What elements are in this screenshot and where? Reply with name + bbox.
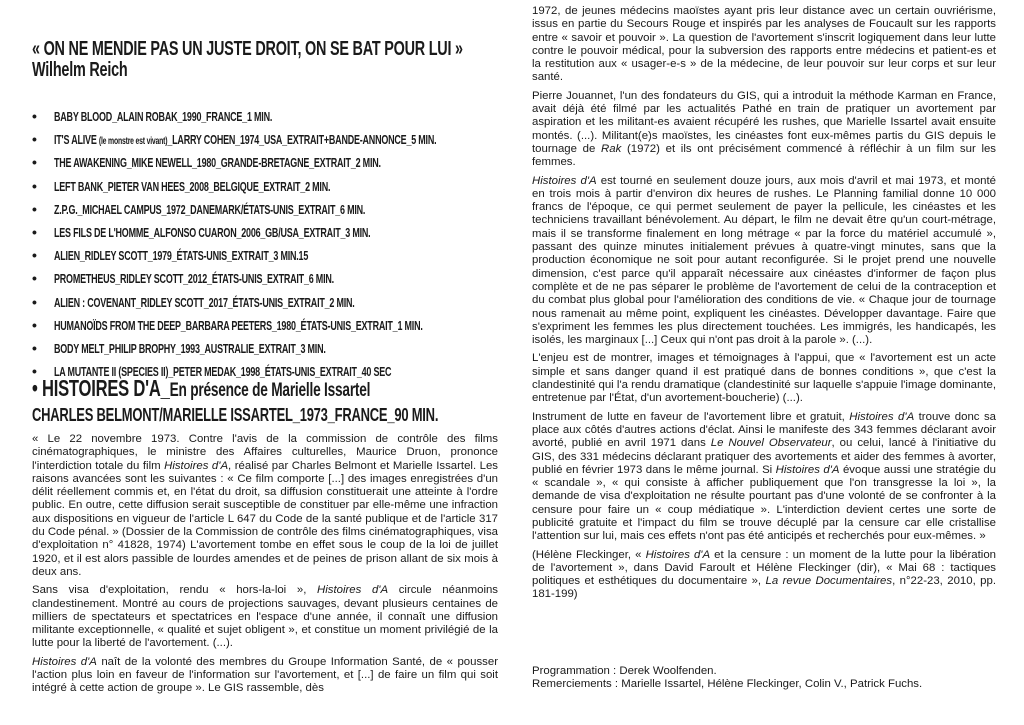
bullet-icon: • — [32, 108, 37, 124]
bullet-icon: • — [32, 316, 37, 333]
feature-title-line: • HISTOIRES D'A_En présence de Marielle Issartel — [32, 375, 371, 401]
text-run: Sans visa d'exploitation, rendu « hors-la-loi », — [32, 584, 318, 597]
film-entry — [54, 128, 436, 153]
text-run: 1972, de jeunes médecins maoïstes ayant pris leur distance avec un certain ouvriérisme, issus en partie du Secours Rouge et inspirés par les analyses de Foucault sur les rapports entre « savoir et pouvoir ». La question de l'avortement s'inscrit logiquement dans leur lutte contre le pouvoir médical, pour la subversion des rapports entre médecins et patient-es et la restitution aux « usager-e-s » de la médecine, de leur pouvoir sur leur corps et sur leur santé. — [532, 5, 996, 84]
film-entry-post: _LARRY COHEN_1974_USA_EXTRAIT+BANDE-ANNONCE_5 MIN. — [167, 132, 437, 148]
film-entry: ALIEN_RIDLEY SCOTT_1979_ÉTATS-UNIS_EXTRAIT_3 MIN.15 — [54, 248, 309, 264]
film-entry: ALIEN : COVENANT_RIDLEY SCOTT_2017_ÉTATS-UNIS_EXTRAIT_2 MIN. — [54, 294, 355, 310]
page-title: « ON NE MENDIE PAS UN JUSTE DROIT, ON SE BAT POUR LUI » — [32, 38, 463, 60]
text-run: circule néanmoins clandestinement. Montré au cours de projections sauvages, devant plusieurs centaines de milliers de spectateurs et spectatrices en l'espace d'une année, il connaît une diffusion militante exceptionnelle, « qualité et sujet obligent », et constitue un moment privilégié de la lutte pour la liberté de l'avortement. (...). — [32, 584, 499, 650]
paragraph — [32, 584, 498, 650]
right-column-text — [532, 5, 996, 607]
paragraph — [532, 549, 996, 602]
quote-author: Wilhelm Reich — [32, 59, 128, 81]
italic-title: La revue Documentaires — [765, 575, 893, 588]
bullet-icon: • — [32, 223, 37, 240]
text-run: et la censure : un moment de la lutte pour la libération de l'avortement », dans David Faroult et Hélène Fleckinger (dir), « Mai 68 : tactiques politiques et esthétiques du documentaire », — [532, 548, 997, 588]
text-run: L'enjeu est de montrer, images et témoignages à l'appui, que « l'avortement est un acte simple et sans danger quand il est pratiqué dans de bonnes conditions », que c'est la clandestinité qui l'a rendu dramatique (clandestinité sur laquelle s'appuie l'image dominante, entretenue par l'État, d'un avortement-boucherie) (...). — [532, 352, 996, 405]
text-run: évoque aussi une stratégie du « scandale », « qui consiste à afficher publiquement que l'on transgresse la loi », la demande de visa d'exploitation ne résulte pourtant pas d'une volonté de se confronter à la censure pour faire un « coup médiatique ». L'interdiction devient certes une sorte de publicité gratuite et l'impact du film se trouve décuplé par la censure car elle cristallise l'attention sur lui, mais ces effets n'ont pas été anticipés et recherchés pour eux-mêmes. » — [532, 463, 997, 543]
bullet-icon: • — [32, 270, 37, 287]
text-run: est tourné en seulement douze jours, aux mois d'avril et mai 1973, et monté en trois mois à partir d'environ dix heures de rushes. Le Planning familial donne 10 000 francs de l'époque, ce qui permet seulement de payer la pellicule, les cinéastes et les techniciens travaillant bénévolement. Au départ, le film ne devait être qu'un court-métrage, mais il se transforme finalement en long métrage « par la force du matériel accumulé », passant des quinze minutes initialement prévues à quatre-vingt minutes, sans que la production économique ne soit pour autant reconfigurée. Si le projet prend une nouvelle dimension, c'est parce qu'il apparaît nécessaire aux cinéastes d'informer de façon plus complète et de ne pas séparer le problème de l'avortement de celui de la contraception et du combat plus global pour l'amélioration des conditions de vie. « Chaque jour de tournage nous ramenait au même point, expliquent les cinéastes. Développer davantage. Faire que s'expriment les femmes les plus directement touchées. Les immigrés, les handicapés, les isolés, les marginaux [...] Ceux qui n'ont pas droit à la parole ». (...). — [532, 174, 996, 347]
film-entry: PROMETHEUS_RIDLEY SCOTT_2012_ÉTATS-UNIS_EXTRAIT_6 MIN. — [54, 271, 334, 287]
italic-title: Le Nouvel Observateur — [710, 437, 832, 450]
text-run: « Le 22 novembre 1973. Contre l'avis de la commission de contrôle des films cinématographiques, le ministre des Affaires culturelles, Maurice Druon, prononce l'interdiction totale du film — [32, 433, 498, 472]
text-run: (1972) et ils ont précisément commencé à réfléchir à un film sur les femmes. — [532, 142, 997, 169]
text-run: (Hélène Fleckinger, « — [532, 548, 646, 561]
credits-block — [532, 665, 996, 692]
film-entry: LES FILS DE L'HOMME_ALFONSO CUARON_2006_GB/USA_EXTRAIT_3 MIN. — [54, 224, 371, 240]
paragraph — [532, 352, 996, 405]
text-run: naît de la volonté des membres du Groupe Information Santé, de « pousser l'action plus loin en faveur de l'information sur l'avortement, et [...] de faire un film qui soit intégré à cette action de groupe ». Le GIS rassemble, dès — [32, 655, 498, 695]
text-run: , réalisé par Charles Belmont et Marielle Issartel. Les raisons avancées sont les suivantes : « Ce film comporte [...] des images enregistrées d'un délit réellement commis et, en l'état du droit, sa diffusion constituerait une atteinte à l'ordre public. En outre, cette diffusion serait susceptible de constituer par elle-même une infraction aux dispositions en vigueur de l'article L 647 du Code de la santé publique et de l'article 317 du Code pénal. » (Dossier de la Commission de contrôle des films cinématographiques, visa d'exploitation n° 41828, 1974) L'avortement tombe en effet sous le coup de la loi de juillet 1920, et il est alors passible de lourdes amendes et de peines de prison allant de six mois à deux ans. — [32, 459, 499, 578]
bullet-icon: • — [32, 363, 37, 380]
paragraph — [532, 5, 996, 85]
programmation-line: Programmation : Derek Woolfenden. — [532, 665, 717, 677]
italic-title: Histoires d'A — [532, 174, 597, 187]
italic-title: Histoires d'A — [317, 584, 389, 597]
feature-heading — [32, 375, 596, 426]
film-entry: THE AWAKENING_MIKE NEWELL_1980_GRANDE-BRETAGNE_EXTRAIT_2 MIN. — [54, 155, 381, 171]
text-run: , ou celui, lancé à l'initiative du GIS, des 331 médecins déclarant pratiquer des avortements et aider des femmes à avorter, publié en février 1973 dans le même journal. Si — [532, 437, 996, 476]
film-entry: Z.P.G._MICHAEL CAMPUS_1972_DANEMARK/ÉTATS-UNIS_EXTRAIT_6 MIN. — [54, 201, 366, 217]
italic-title: Histoires d'A — [775, 463, 840, 476]
film-entry: BABY BLOOD_ALAIN ROBAK_1990_FRANCE_1 MIN. — [54, 109, 273, 124]
film-entry-subtitle: (le monstre est vivant) — [98, 136, 168, 148]
film-entry: BODY MELT_PHILIP BROPHY_1993_AUSTRALIE_EXTRAIT_3 MIN. — [54, 340, 326, 356]
bullet-icon: • — [32, 247, 37, 264]
film-entry: LEFT BANK_PIETER VAN HEES_2008_BELGIQUE_EXTRAIT_2 MIN. — [54, 178, 331, 194]
bullet-icon: • — [32, 293, 37, 310]
italic-title: Histoires d'A — [164, 459, 229, 472]
italic-title: Rak — [601, 142, 622, 155]
film-entry: LA MUTANTE II (SPECIES II)_PETER MEDAK_1998_ÉTATS-UNIS_EXTRAIT_40 SEC — [54, 364, 392, 380]
italic-title: Histoires d'A — [32, 655, 97, 668]
paragraph — [532, 175, 996, 348]
bullet-icon: • — [32, 200, 37, 217]
bullet-icon: • — [32, 339, 37, 356]
text-run: Pierre Jouannet, l'un des fondateurs du GIS, qui a introduit la méthode Karman en France, avait déjà été filmé par les actualités Pathé en train de pratiquer un avortement par aspiration et les militant-es avaient récupéré les rushes, que Marielle Issartel avait ensuite montés. (...). Militant(e)s maoïstes, les cinéastes font eux-mêmes partis du GIS depuis le tournage de — [532, 89, 996, 155]
feature-title: HISTOIRES D'A_ — [41, 375, 170, 401]
italic-title: Histoires d'A — [849, 410, 915, 423]
paragraph — [532, 411, 996, 544]
bullet-icon: • — [32, 154, 37, 171]
text-run: trouve donc sa place aux côtés d'autres actions d'éclat. Ainsi le manifeste des 343 femmes déclarant avoir avorté, publié en avril 1971 dans — [532, 410, 996, 450]
remerciements-line: Remerciements : Marielle Issartel, Hélène Fleckinger, Colin V., Patrick Fuchs. — [532, 678, 923, 691]
paragraph — [32, 433, 498, 579]
film-entry: HUMANOÏDS FROM THE DEEP_BARBARA PEETERS_1980_ÉTATS-UNIS_EXTRAIT_1 MIN. — [54, 317, 423, 333]
feature-credits: CHARLES BELMONT/MARIELLE ISSARTEL_1973_FRANCE_90 MIN. — [32, 405, 439, 425]
text-run: , n°22-23, 2010, pp. 181-199) — [532, 575, 996, 601]
italic-title: Histoires d'A — [645, 548, 711, 561]
film-entry-pre: IT'S ALIVE — [54, 132, 99, 148]
left-column-text — [32, 433, 498, 701]
paragraph — [532, 90, 996, 170]
text-run: Instrument de lutte en faveur de l'avortement libre et gratuit, — [532, 410, 850, 423]
bullet-icon: • — [32, 131, 37, 148]
bullet-icon: • — [32, 177, 37, 194]
paragraph — [32, 656, 498, 696]
feature-subtitle: En présence de Marielle Issartel — [169, 380, 371, 401]
